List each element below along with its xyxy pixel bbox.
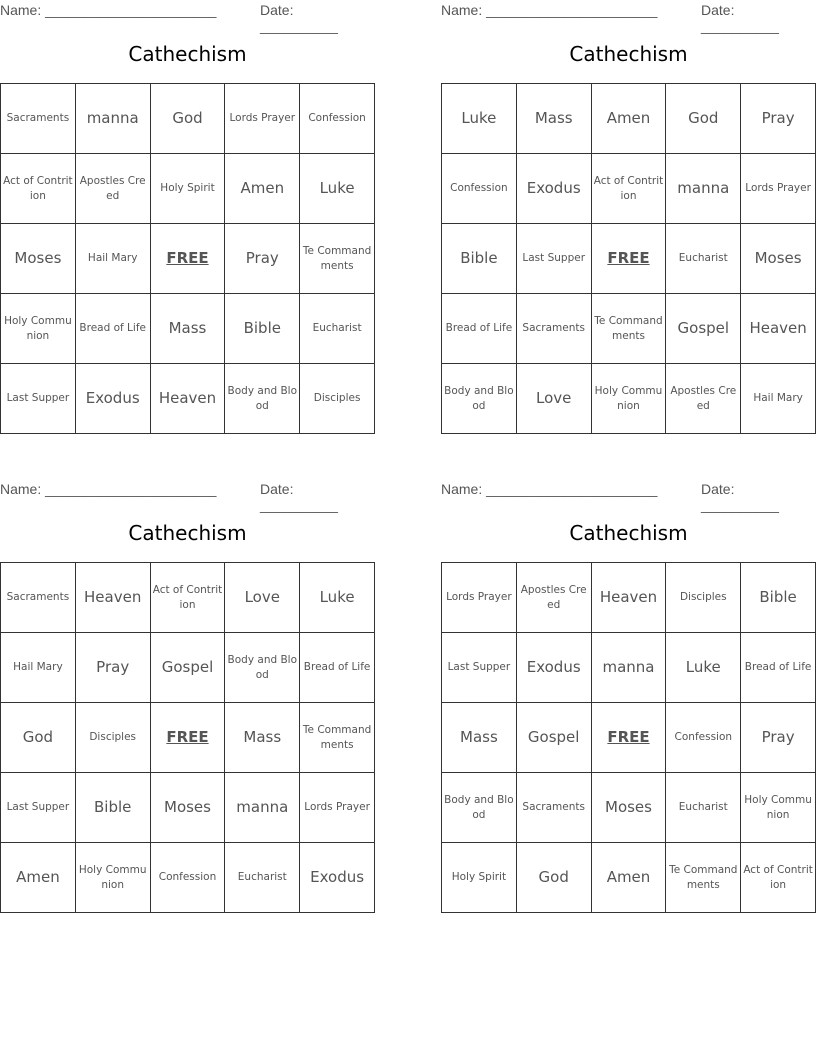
bingo-cell: Moses [591, 773, 666, 843]
bingo-cell: Gospel [666, 294, 741, 364]
bingo-cell: Te Commandments [666, 843, 741, 913]
bingo-row [442, 364, 816, 434]
bingo-row [442, 563, 816, 633]
bingo-cell: God [666, 84, 741, 154]
bingo-cell: Confession [442, 154, 517, 224]
bingo-cell: Exodus [516, 154, 591, 224]
card-title: Cathechism [569, 521, 688, 545]
bingo-cell: Lords Prayer [300, 773, 375, 843]
bingo-row [442, 843, 816, 913]
bingo-cell: Luke [300, 563, 375, 633]
bingo-cell: Sacraments [1, 84, 76, 154]
bingo-cell: Act of Contrition [741, 843, 816, 913]
bingo-cell: Moses [150, 773, 225, 843]
date-label: Date: __________ [260, 2, 338, 34]
bingo-cell: Gospel [516, 703, 591, 773]
bingo-cell: Disciples [300, 364, 375, 434]
bingo-cell: Apostles Creed [75, 154, 150, 224]
bingo-cell: Holy Communion [741, 773, 816, 843]
name-label: Name: ______________________ [441, 2, 658, 18]
bingo-cell: Bread of Life [741, 633, 816, 703]
name-label: Name: ______________________ [441, 481, 658, 497]
free-space: FREE [591, 224, 666, 294]
bingo-cell: Pray [75, 633, 150, 703]
bingo-row [442, 294, 816, 364]
bingo-cell: God [1, 703, 76, 773]
bingo-cell: Gospel [150, 633, 225, 703]
bingo-cell: Eucharist [225, 843, 300, 913]
bingo-cell: Bible [225, 294, 300, 364]
bingo-cell: Heaven [591, 563, 666, 633]
bingo-row [442, 633, 816, 703]
bingo-cell: Amen [591, 84, 666, 154]
bingo-grid [0, 83, 375, 434]
bingo-cell: Mass [150, 294, 225, 364]
bingo-row [1, 703, 375, 773]
free-space: FREE [591, 703, 666, 773]
bingo-cell: Eucharist [666, 773, 741, 843]
bingo-cell: Hail Mary [741, 364, 816, 434]
name-label: Name: ______________________ [0, 2, 217, 18]
bingo-cell: Amen [591, 843, 666, 913]
bingo-row [1, 773, 375, 843]
bingo-cell: Eucharist [666, 224, 741, 294]
bingo-cell: Apostles Creed [666, 364, 741, 434]
bingo-cell: Sacraments [516, 773, 591, 843]
bingo-cell: Last Supper [516, 224, 591, 294]
bingo-cell: Last Supper [1, 364, 76, 434]
card-title: Cathechism [128, 42, 247, 66]
bingo-cell: Te Commandments [300, 224, 375, 294]
bingo-grid [441, 562, 816, 913]
bingo-cell: Disciples [666, 563, 741, 633]
bingo-cell: Pray [741, 703, 816, 773]
bingo-cell: Exodus [516, 633, 591, 703]
bingo-cell: Lords Prayer [741, 154, 816, 224]
bingo-row [1, 563, 375, 633]
bingo-cell: Moses [1, 224, 76, 294]
name-date-row [441, 479, 816, 513]
bingo-cell: Last Supper [1, 773, 76, 843]
bingo-cell: Luke [442, 84, 517, 154]
bingo-row [1, 154, 375, 224]
bingo-cell: Holy Communion [1, 294, 76, 364]
bingo-cell: Holy Spirit [150, 154, 225, 224]
bingo-row [442, 154, 816, 224]
name-date-row [0, 0, 375, 34]
bingo-cell: Confession [150, 843, 225, 913]
bingo-cell: Lords Prayer [225, 84, 300, 154]
bingo-cell: Eucharist [300, 294, 375, 364]
card-title: Cathechism [128, 521, 247, 545]
bingo-cell: Pray [741, 84, 816, 154]
bingo-cell: Heaven [741, 294, 816, 364]
bingo-cell: Love [225, 563, 300, 633]
bingo-cell: Confession [666, 703, 741, 773]
bingo-cell: Luke [300, 154, 375, 224]
name-label: Name: ______________________ [0, 481, 217, 497]
bingo-cell: Body and Blood [442, 364, 517, 434]
bingo-row [442, 773, 816, 843]
bingo-cell: Heaven [150, 364, 225, 434]
bingo-cell: Bible [442, 224, 517, 294]
bingo-cell: Mass [225, 703, 300, 773]
bingo-row [1, 84, 375, 154]
bingo-cell: Exodus [75, 364, 150, 434]
bingo-cell: Amen [1, 843, 76, 913]
bingo-row [442, 224, 816, 294]
bingo-cell: Te Commandments [300, 703, 375, 773]
bingo-cell: Luke [666, 633, 741, 703]
bingo-cell: Love [516, 364, 591, 434]
bingo-cell: Act of Contrition [1, 154, 76, 224]
bingo-cell: Bread of Life [75, 294, 150, 364]
bingo-cell: Amen [225, 154, 300, 224]
bingo-cell: Mass [516, 84, 591, 154]
bingo-cell: Heaven [75, 563, 150, 633]
bingo-cell: Sacraments [516, 294, 591, 364]
bingo-cell: Hail Mary [1, 633, 76, 703]
bingo-cell: Body and Blood [442, 773, 517, 843]
card-title: Cathechism [569, 42, 688, 66]
bingo-cell: Hail Mary [75, 224, 150, 294]
bingo-cell: Last Supper [442, 633, 517, 703]
bingo-cell: manna [666, 154, 741, 224]
bingo-cell: God [516, 843, 591, 913]
bingo-cell: Bread of Life [442, 294, 517, 364]
bingo-cell: God [150, 84, 225, 154]
bingo-cell: Apostles Creed [516, 563, 591, 633]
bingo-cell: Holy Communion [75, 843, 150, 913]
bingo-cell: Body and Blood [225, 364, 300, 434]
bingo-row [1, 224, 375, 294]
bingo-cell: Act of Contrition [591, 154, 666, 224]
name-date-row [441, 0, 816, 34]
bingo-cell: Pray [225, 224, 300, 294]
bingo-row [1, 364, 375, 434]
bingo-cell: Holy Communion [591, 364, 666, 434]
bingo-cell: Exodus [300, 843, 375, 913]
bingo-cell: Bible [75, 773, 150, 843]
date-label: Date: __________ [701, 481, 779, 513]
date-label: Date: __________ [701, 2, 779, 34]
bingo-row [1, 294, 375, 364]
bingo-row [442, 703, 816, 773]
bingo-cell: Sacraments [1, 563, 76, 633]
bingo-cell: Bible [741, 563, 816, 633]
bingo-cell: manna [591, 633, 666, 703]
bingo-cell: Mass [442, 703, 517, 773]
bingo-cell: manna [225, 773, 300, 843]
free-space: FREE [150, 703, 225, 773]
bingo-grid [0, 562, 375, 913]
bingo-cell: Holy Spirit [442, 843, 517, 913]
bingo-cell: Body and Blood [225, 633, 300, 703]
name-date-row [0, 479, 375, 513]
bingo-row [442, 84, 816, 154]
bingo-cell: Confession [300, 84, 375, 154]
free-space: FREE [150, 224, 225, 294]
bingo-cell: Disciples [75, 703, 150, 773]
bingo-cell: Bread of Life [300, 633, 375, 703]
bingo-cell: Lords Prayer [442, 563, 517, 633]
bingo-grid [441, 83, 816, 434]
bingo-cell: Moses [741, 224, 816, 294]
bingo-row [1, 633, 375, 703]
bingo-row [1, 843, 375, 913]
date-label: Date: __________ [260, 481, 338, 513]
bingo-cell: Te Commandments [591, 294, 666, 364]
bingo-cell: manna [75, 84, 150, 154]
bingo-cell: Act of Contrition [150, 563, 225, 633]
